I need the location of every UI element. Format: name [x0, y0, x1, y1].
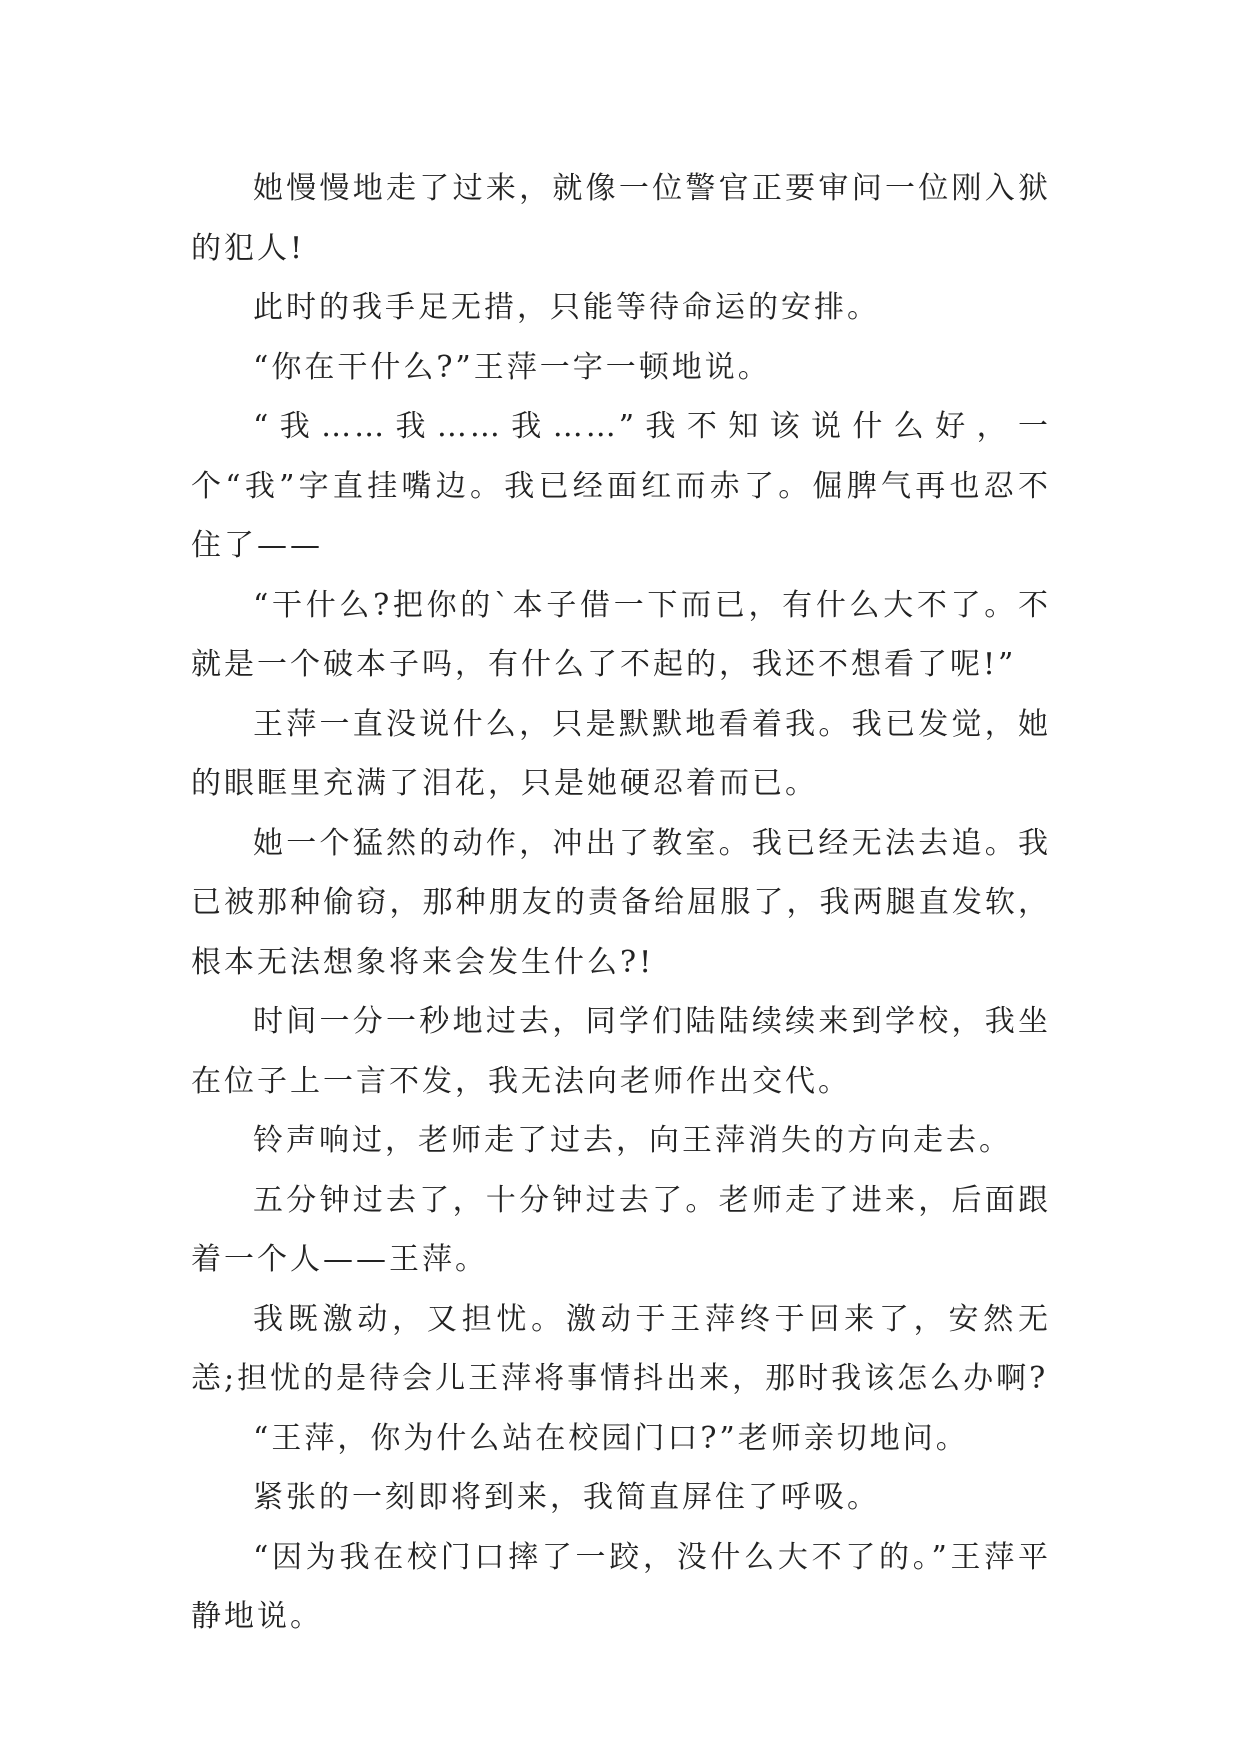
paragraph: 她一个猛然的动作，冲出了教室。我已经无法去追。我已被那种偷窃，那种朋友的责备给屈服了，我两腿直发软，根本无法想象将来会发生什么?! [191, 825, 1051, 980]
paragraph: “干什么?把你的`本子借一下而已，有什么大不了。不就是一个破本子吗，有什么了不起的，我还不想看了呢!” [191, 587, 1051, 682]
paragraph: “王萍，你为什么站在校园门口?”老师亲切地问。 [253, 1420, 969, 1456]
paragraph: 她慢慢地走了过来，就像一位警官正要审问一位刚入狱的犯人! [191, 171, 1051, 266]
paragraph: 王萍一直没说什么，只是默默地看着我。我已发觉，她的眼眶里充满了泪花，只是她硬忍着而已。 [191, 706, 1051, 801]
paragraph: 铃声响过，老师走了过去，向王萍消失的方向走去。 [253, 1123, 1012, 1158]
paragraph: 紧张的一刻即将到来，我简直屏住了呼吸。 [253, 1480, 880, 1515]
paragraph: “因为我在校门口摔了一跤，没什么大不了的。”王萍平静地说。 [191, 1539, 1051, 1634]
paragraph: 时间一分一秒地过去，同学们陆陆续续来到学校，我坐在位子上一言不发，我无法向老师作出交代。 [191, 1004, 1051, 1099]
paragraph: 五分钟过去了，十分钟过去了。老师走了进来，后面跟着一个人——王萍。 [191, 1182, 1051, 1277]
paragraph: 我既激动，又担忧。激动于王萍终于回来了，安然无恙;担忧的是待会儿王萍将事情抖出来，那时我该怎么办啊? [191, 1301, 1051, 1396]
document-body [191, 159, 1051, 1647]
paragraph: “我……我……我……”我不知该说什么好，一个“我”字直挂嘴边。我已经面红而赤了。倔脾气再也忍不住了—— [191, 409, 1051, 563]
paragraph: 此时的我手足无措，只能等待命运的安排。 [253, 290, 880, 325]
paragraph: “你在干什么?”王萍一字一顿地说。 [253, 349, 771, 385]
